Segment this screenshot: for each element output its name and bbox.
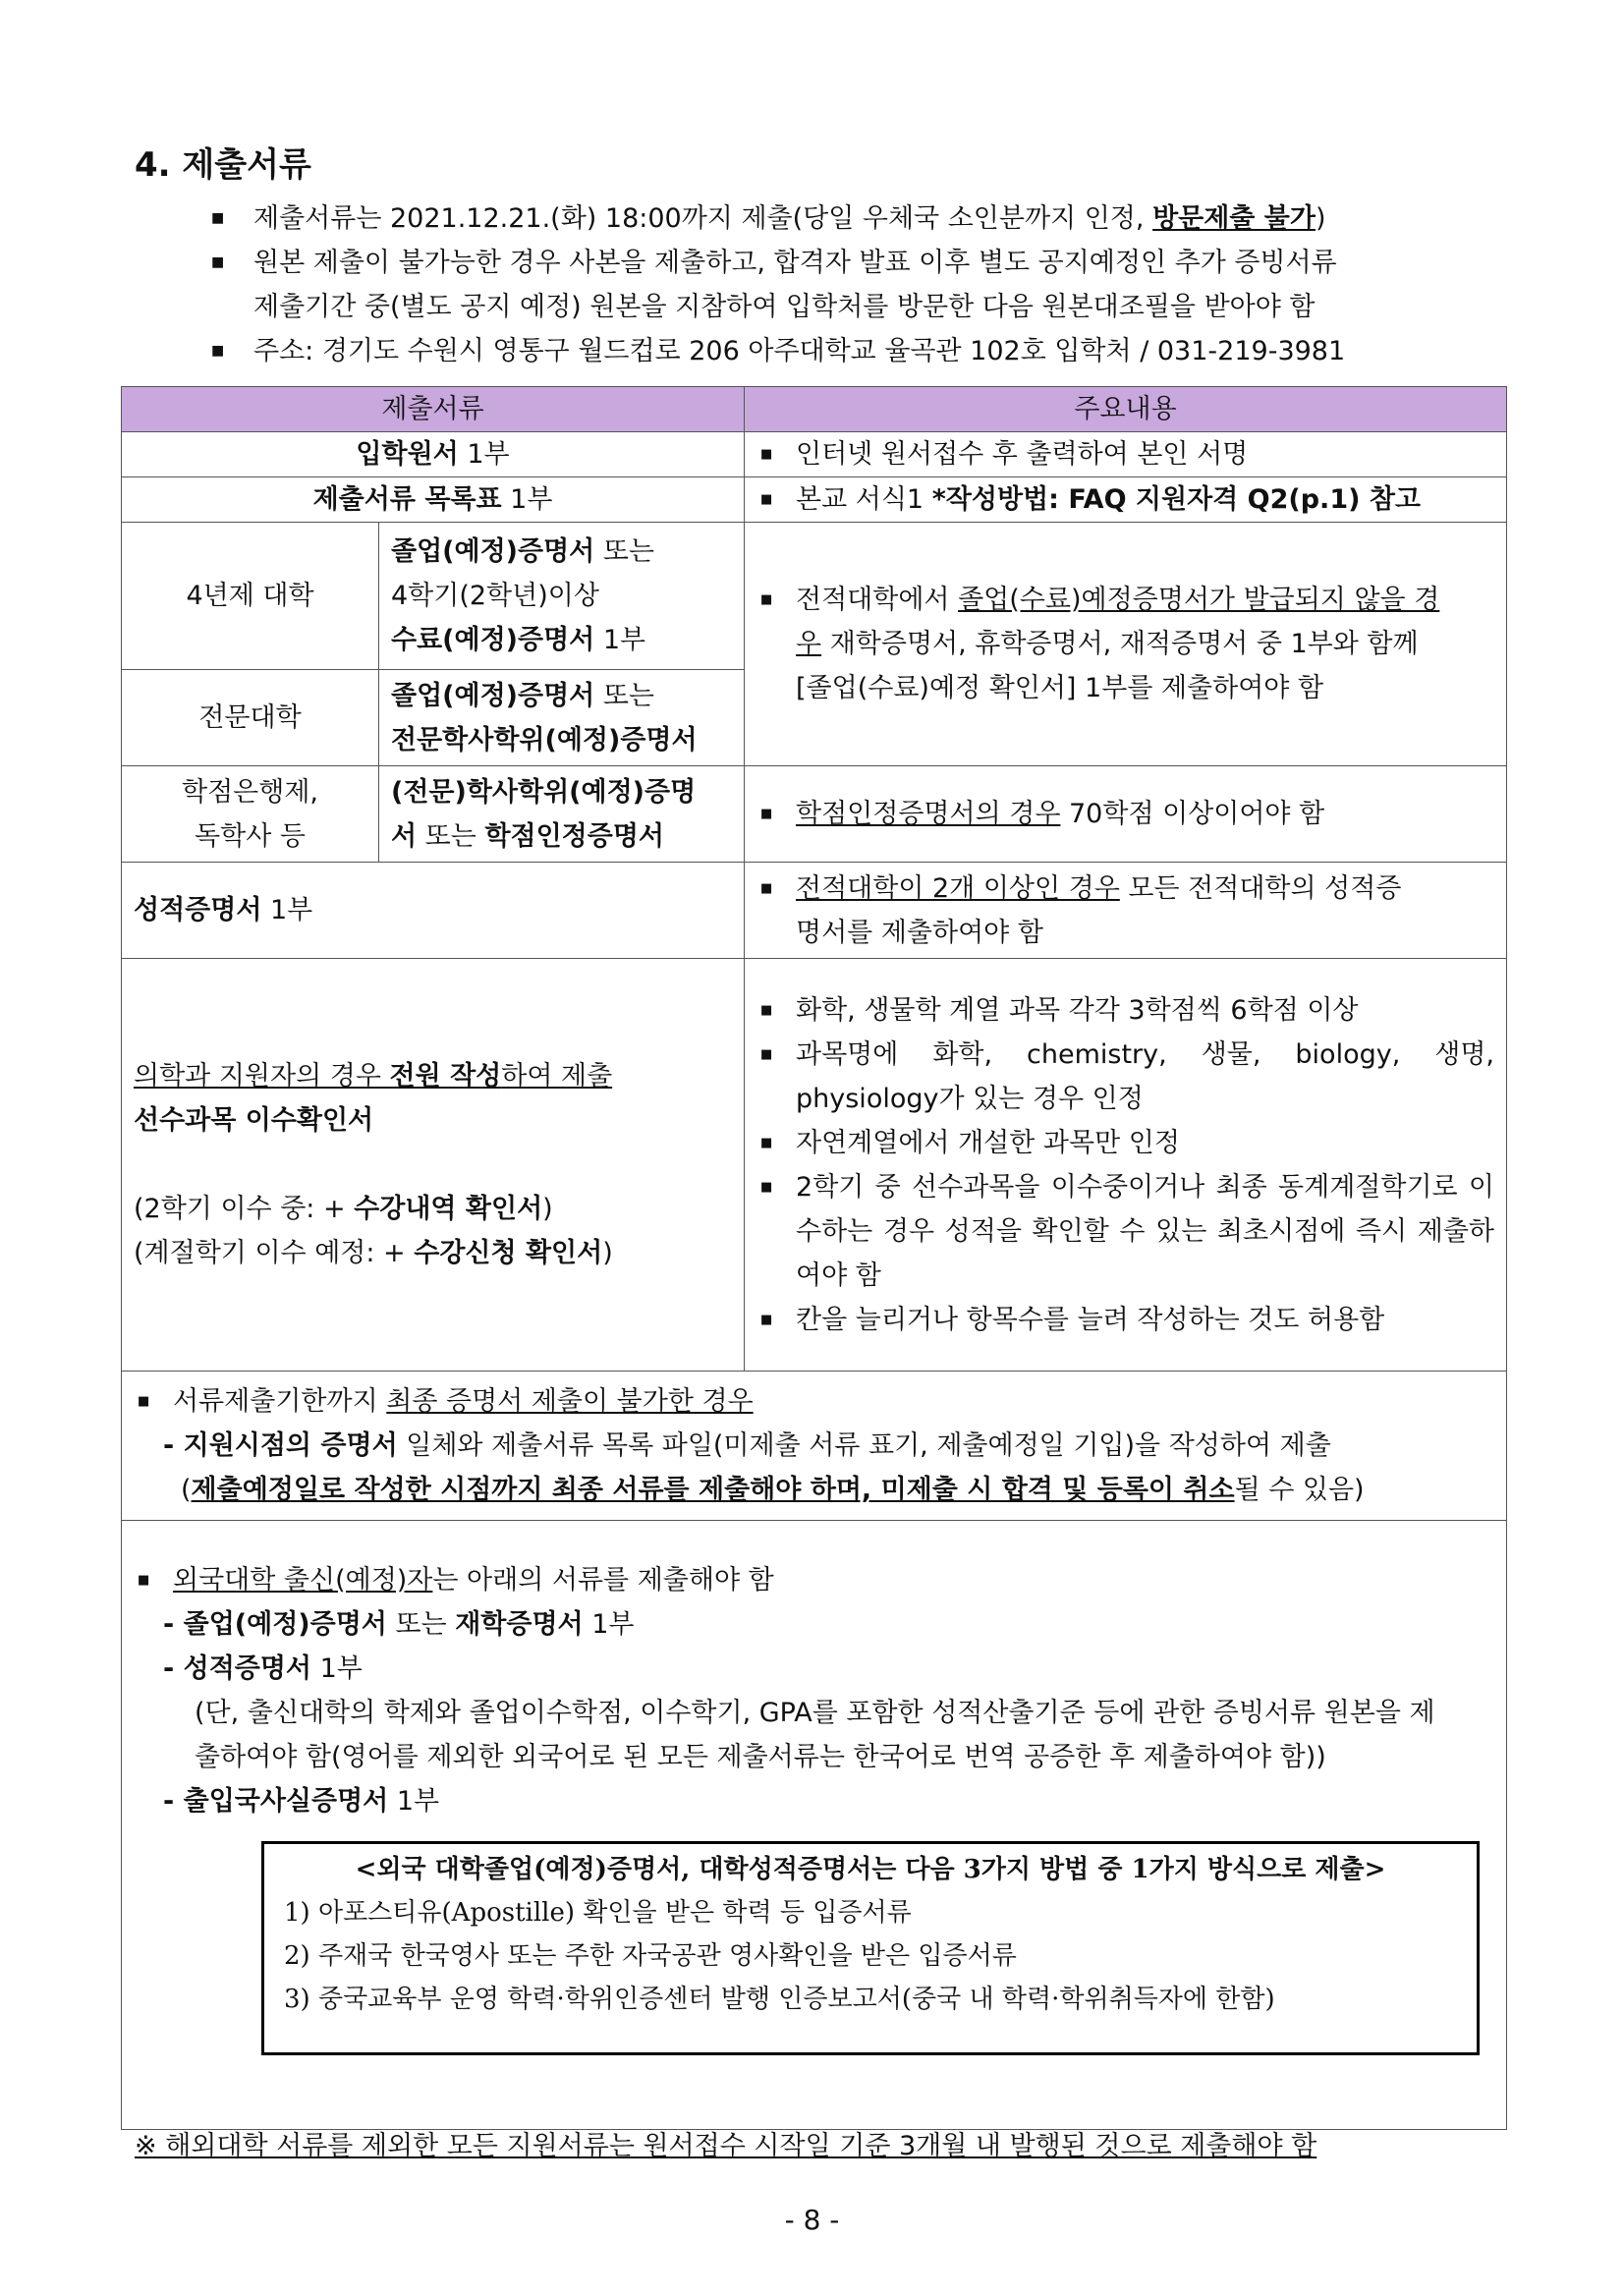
no-visit-submission: 방문제출 불가 [1152,203,1316,234]
premed-note-2: ■ 과목명에 화학, chemistry, 생물, biology, 생명, physiology가 있는 경우 인정 [756,1033,1494,1121]
premed-line3 [134,1187,732,1231]
application-note: ■ 인터넷 원서접수 후 출력하여 본인 서명 [756,432,1494,476]
premed-line1 [134,1054,732,1098]
checklist-cell [122,477,745,523]
grad-note-line2 [796,622,1494,666]
premed-l4-post: ) [602,1238,613,1268]
grad-note-underlined: 졸업(수료)예정증명서가 발급되지 않을 경 [958,585,1440,615]
premed-all-write: 전원 작성 [389,1061,502,1092]
foreign-qty3: 1부 [388,1786,440,1817]
deadline-l1-u: 최종 증명서 제출이 불가한 경우 [386,1386,754,1417]
row-checklist [122,477,1507,523]
foreign-dash1: - [163,1609,184,1640]
deadline-l1-pre: 서류제출기한까지 [173,1386,387,1417]
bullet-address [211,329,1488,373]
foreign-dash2: - [163,1653,184,1684]
univ4-line1 [391,530,732,574]
foreign-or: 또는 [386,1609,456,1640]
grad-note-l2-text: 재학증명서, 휴학증명서, 재적증명서 중 1부와 함께 [821,629,1419,659]
premed-l4-pre: (계절학기 이수 예정: + [134,1238,415,1268]
checklist-note [756,477,1494,522]
transcript-cell [122,863,745,959]
college-degree-cert: 전문학사학위(예정)증명서 [391,724,698,756]
bullet-original-line2: 제출기간 중(별도 공지 예정) 원본을 지참하여 입학처를 방문한 다음 원본대조필을 받아야 함 [253,292,1316,322]
college-docs [379,670,745,766]
foreign-methods-box [261,1841,1480,2055]
intro-bullets [211,196,1488,373]
foreign-qty2: 1부 [311,1653,363,1684]
transcript-note-cell [745,863,1507,959]
premed-l3-post: ) [542,1194,553,1224]
deadline-l2-text: 일체와 제출서류 목록 파일(미제출 서류 표기, 제출예정일 기입)을 작성하여 제출 [397,1430,1331,1461]
row-credit-bank [122,766,1507,863]
premed-notes-cell [745,959,1507,1372]
credit-bank-docs [379,766,745,863]
grad-note-pre: 전적대학에서 [796,585,959,615]
bullet-deadline-close: ) [1315,203,1326,234]
foreign-method-1: 1) 아포스티유(Apostille) 확인을 받은 학력 등 입증서류 [284,1898,912,1928]
credit-bank-note [756,792,1494,836]
bullet-original-line1: 원본 제출이 불가능한 경우 사본을 제출하고, 합격자 발표 이후 별도 공지예정인 추가 증빙서류 [253,248,1337,278]
deadline-line1 [134,1379,1494,1424]
foreign-method-3: 3) 중국교육부 운영 학력·학위인증센터 발행 인증보고서(중국 내 학력·학위취득자에 한함) [284,1985,1275,2014]
foreign-immigration-cert: 출입국사실증명서 [183,1786,389,1817]
deadline-line3 [134,1468,1494,1512]
foreign-dash3: - [163,1786,184,1817]
foreign-line2 [134,1602,1494,1647]
grad-note-line3: [졸업(수료)예정 확인서] 1부를 제출하여야 함 [796,673,1324,703]
foreign-note-line2: 출하여야 함(영어를 제외한 외국어로 된 모든 제출서류는 한국어로 번역 공증한 후 제출하여야 함)) [195,1742,1326,1772]
page-number: - 8 - [784,2204,840,2236]
deadline-dash: - [163,1430,184,1461]
premed-line4 [134,1231,732,1275]
foreign-l1-text: 는 아래의 서류를 제출해야 함 [432,1565,774,1596]
transcript-note-line2: 명서를 제출하여야 함 [796,917,1043,948]
grad-note-cell [745,523,1507,766]
credit-bank-note-u: 학점인정증명서의 경우 [796,799,1061,829]
bullet-original [211,241,1488,285]
transcript-note-u: 전적대학이 2개 이상인 경우 [796,872,1120,904]
premed-note-1: ■ 화학, 생물학 계열 과목 각각 3학점씩 6학점 이상 [756,988,1494,1033]
transcript-qty: 1부 [261,895,313,925]
credit-bank-degree-cert: (전문)학사학위(예정)증명 [391,776,697,808]
univ4-completion-cert: 수료(예정)증명서 [391,625,595,655]
credit-bank-label [122,766,379,863]
checklist-qty: 1부 [501,484,553,515]
transcript-note [756,867,1494,955]
foreign-methods-heading: <외국 대학졸업(예정)증명서, 대학성적증명서는 다음 3가지 방법 중 1가지 방식으로 제출> [355,1855,1386,1884]
premed-course-history: 수강내역 확인서 [354,1194,543,1224]
deadline-cell [122,1372,1507,1521]
transcript-name: 성적증명서 [134,895,262,925]
premed-note-5: ■ 칸을 늘리거나 항목수를 늘려 작성하는 것도 허용함 [756,1298,1494,1342]
row-application [122,432,1507,477]
univ4-label: 4년제 대학 [122,523,379,670]
premed-note-4: ■ 2학기 중 선수과목을 이수중이거나 최종 동계계절학기로 이수하는 경우 성적을 확인할 수 있는 최초시점에 즉시 제출하여야 함 [756,1165,1494,1298]
foreign-note-line1: (단, 출신대학의 학제와 졸업이수학점, 이수학기, GPA를 포함한 성적산출기준 등에 관한 증빙서류 원본을 제 [195,1698,1435,1728]
row-premed [122,959,1507,1372]
row-deadline [122,1372,1507,1521]
college-grad-cert: 졸업(예정)증명서 [391,680,595,711]
transcript-note-text: 모든 전적대학의 성적증 [1119,872,1402,904]
foreign-qty1: 1부 [583,1609,635,1640]
footnote: ※ 해외대학 서류를 제외한 모든 지원서류는 원서접수 시작일 기준 3개월 내 발행된 것으로 제출해야 함 [135,2131,1317,2161]
deadline-cancel-warning: 제출예정일로 작성한 시점까지 최종 서류를 제출해야 하며, 미제출 시 합격 및 등록이 취소 [191,1475,1235,1505]
credit-bank-or: 또는 [417,820,485,852]
foreign-method-2: 2) 주재국 한국영사 또는 주한 자국공관 영사확인을 받은 입증서류 [284,1941,1017,1971]
univ4-docs [379,523,745,670]
credit-bank-note-text: 70학점 이상이어야 함 [1060,799,1325,829]
checklist-note-text: 본교 서식1 [796,484,932,515]
premed-cell [122,959,745,1372]
grad-note-underlined2: 우 [796,629,822,659]
premed-l1-u2: 하여 제출 [501,1061,613,1092]
foreign-enroll-cert: 재학증명서 [455,1609,584,1640]
application-cell [122,432,745,477]
section-title: 4. 제출서류 [135,145,311,185]
transcript-note-line1 [796,867,1494,911]
univ4-qty: 1부 [594,625,646,655]
header-contents: 주요내용 [745,387,1507,432]
header-documents: 제출서류 [122,387,745,432]
foreign-transcript: 성적증명서 [183,1653,312,1684]
application-name: 입학원서 [356,439,459,470]
premed-prereq-cert: 선수과목 이수확인서 [134,1105,374,1136]
univ4-line2: 4학기(2학년)이상 [391,581,599,611]
credit-bank-cont: 서 [391,820,418,852]
foreign-line6 [134,1779,1494,1823]
premed-l1-u1: 의학과 지원자의 경우 [134,1061,390,1092]
grad-note [756,578,1494,710]
credit-bank-note-cell [745,766,1507,863]
college-label: 전문대학 [122,670,379,766]
grad-note-line1 [796,578,1494,622]
checklist-name: 제출서류 목록표 [312,484,502,515]
foreign-line1 [134,1558,1494,1602]
foreign-grad-cert: 졸업(예정)증명서 [183,1609,387,1640]
application-qty: 1부 [458,439,510,470]
checklist-note-cell [745,477,1507,523]
table-header-row [122,387,1507,432]
checklist-note-faq: *작성방법: FAQ 지원자격 Q2(p.1) 참고 [931,484,1422,515]
deadline-line2 [134,1424,1494,1468]
application-note-cell [745,432,1507,477]
college-or: 또는 [594,680,655,711]
deadline-application-cert: 지원시점의 증명서 [183,1430,398,1461]
college-line1 [391,674,732,718]
univ4-line3 [391,618,732,662]
premed-registration-cert: 수강신청 확인서 [414,1238,603,1268]
deadline-l3-open: ( [181,1475,192,1505]
univ4-grad-cert: 졸업(예정)증명서 [391,536,595,567]
row-transcript [122,863,1507,959]
premed-spacer [134,1143,732,1187]
premed-l3-pre: (2학기 이수 중: + [134,1194,355,1224]
premed-note-3: ■ 자연계열에서 개설한 과목만 인정 [756,1121,1494,1165]
bullet-deadline-text: 제출서류는 2021.12.21.(화) 18:00까지 제출(당일 우체국 소인분까지 인정, [253,203,1153,234]
credit-bank-label1: 학점은행제, [182,776,318,808]
credit-bank-label2: 독학사 등 [195,820,306,852]
row-univ4 [122,523,1507,670]
deadline-l3-close: 될 수 있음) [1234,1475,1365,1505]
univ4-or: 또는 [594,536,655,567]
credit-recognition-cert: 학점인정증명서 [484,820,665,852]
bullet-address-text: 주소: 경기도 수원시 영통구 월드컵로 206 아주대학교 율곡관 102호 입학처 / 031-219-3981 [253,336,1346,366]
credit-bank-line2 [391,814,732,859]
foreign-line3 [134,1647,1494,1691]
foreign-l1-u: 외국대학 출신(예정)자 [173,1565,433,1596]
bullet-deadline [211,196,1488,241]
